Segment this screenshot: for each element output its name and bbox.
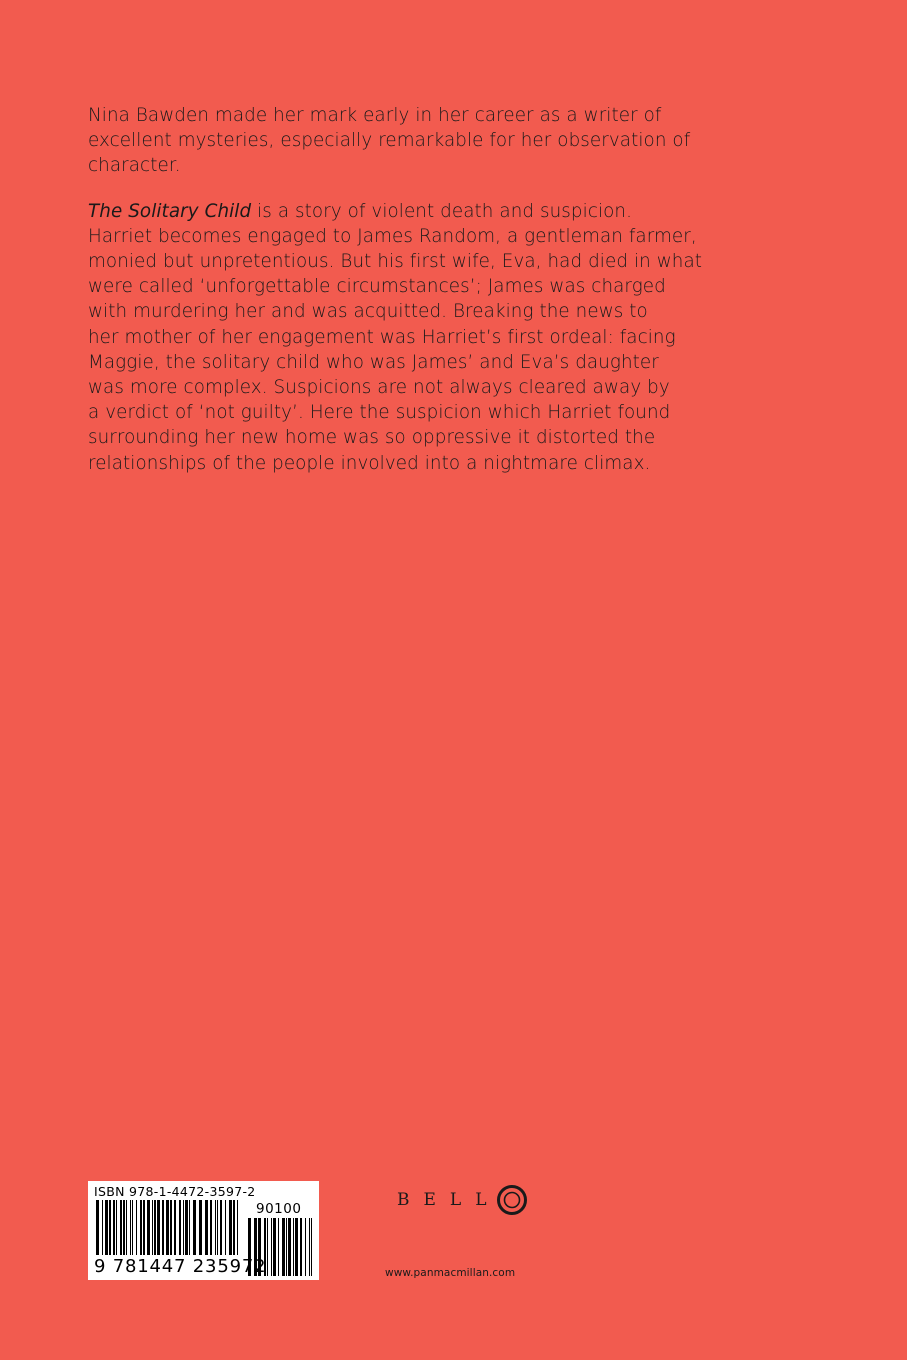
bello-logo-letters: BELL: [397, 1190, 501, 1210]
barcode-bar: [309, 1218, 310, 1276]
barcode-bar: [183, 1200, 184, 1255]
barcode-bar: [174, 1200, 176, 1255]
isbn-label: ISBN 978-1-4472-3597-2: [94, 1184, 256, 1199]
barcode-bar: [147, 1200, 150, 1255]
back-cover-blurb: [88, 103, 728, 496]
blurb-line: her mother of her engagement was Harriet’s first ordeal: facing: [88, 326, 676, 348]
barcode-bar: [130, 1200, 131, 1255]
barcode-bar: [278, 1218, 279, 1276]
barcode-bar: [210, 1200, 212, 1255]
blurb-line: a verdict of ‘not guilty’. Here the suspicion which Harriet found: [88, 402, 671, 424]
barcode-bar: [152, 1200, 153, 1255]
barcode-bar: [311, 1218, 312, 1276]
barcode-bar: [143, 1200, 145, 1255]
blurb-line: relationships of the people involved into a nightmare climax.: [88, 452, 651, 474]
barcode-bar: [215, 1200, 216, 1255]
barcode-bar: [205, 1200, 208, 1255]
blurb-line: excellent mysteries, especially remarkable for her observation of: [88, 130, 691, 152]
barcode-bar: [217, 1200, 218, 1255]
barcode-bar: [179, 1200, 181, 1255]
barcode-bar: [273, 1218, 276, 1276]
barcode-bar: [109, 1200, 111, 1255]
barcode-bar: [225, 1200, 226, 1255]
barcode-bar: [288, 1218, 291, 1276]
barcode-bar: [154, 1200, 156, 1255]
barcode-bar: [126, 1200, 127, 1255]
barcode-bar: [305, 1218, 306, 1276]
blurb-line: with murdering her and was acquitted. Breaking the news to: [88, 301, 648, 323]
barcode-addon-digits: 90100: [256, 1201, 302, 1217]
publisher-website: www.panmacmillan.com: [385, 1267, 516, 1279]
book-title: The Solitary Child: [88, 200, 252, 222]
blurb-line: [88, 199, 728, 224]
barcode-bar: [116, 1200, 117, 1255]
isbn-barcode: [88, 1181, 319, 1280]
blurb-line: monied but unpretentious. But his first wife, Eva, had died in what: [88, 251, 703, 273]
barcode-bar: [166, 1200, 169, 1255]
bello-logo: [397, 1183, 528, 1217]
barcode-bar: [300, 1218, 302, 1276]
barcode-bar: [220, 1200, 222, 1255]
barcode-bar: [293, 1218, 294, 1276]
blurb-paragraph-2: [88, 199, 728, 476]
barcode-bar: [233, 1200, 235, 1255]
barcode-bar: [170, 1200, 172, 1255]
barcode-bar: [267, 1218, 268, 1276]
blurb-line: Maggie, the solitary child who was James’ and Eva’s daughter: [88, 351, 659, 373]
barcode-bar: [199, 1200, 202, 1255]
barcode-bar: [102, 1200, 103, 1255]
blurb-line: surrounding her new home was so oppressive it distorted the: [88, 427, 656, 449]
barcode-bar: [113, 1200, 115, 1255]
barcode-bar: [189, 1200, 190, 1255]
barcode-bar: [229, 1200, 232, 1255]
barcode-bar: [271, 1218, 272, 1276]
barcode-bar: [162, 1200, 164, 1255]
barcode-bar: [105, 1200, 108, 1255]
barcode-ean-digits: 9 781447 235972: [94, 1256, 267, 1277]
barcode-bar: [237, 1200, 238, 1255]
blurb-line: were called ‘unforgettable circumstances’; James was charged: [88, 276, 666, 298]
barcode-bar: [193, 1200, 196, 1255]
barcode-bar: [157, 1200, 160, 1255]
barcode-bar: [96, 1200, 99, 1255]
bello-o-icon: [496, 1184, 528, 1216]
blurb-paragraph-1: [88, 103, 728, 179]
blurb-line: was more complex. Suspicions are not always cleared away by: [88, 377, 670, 399]
barcode-bar: [286, 1218, 287, 1276]
blurb-line: character.: [88, 155, 181, 177]
barcode-bar: [123, 1200, 125, 1255]
barcode-bar: [295, 1218, 298, 1276]
blurb-line: Nina Bawden made her mark early in her career as a writer of: [88, 105, 662, 126]
blurb-line-rest: is a story of violent death and suspicion.: [251, 200, 633, 222]
barcode-bar: [132, 1200, 133, 1255]
blurb-line: Harriet becomes engaged to James Random, a gentleman farmer,: [88, 225, 697, 247]
barcode-bar: [185, 1200, 188, 1255]
barcode-bar: [136, 1200, 137, 1255]
barcode-bar: [140, 1200, 142, 1255]
barcode-bar: [282, 1218, 285, 1276]
barcode-bar: [120, 1200, 122, 1255]
